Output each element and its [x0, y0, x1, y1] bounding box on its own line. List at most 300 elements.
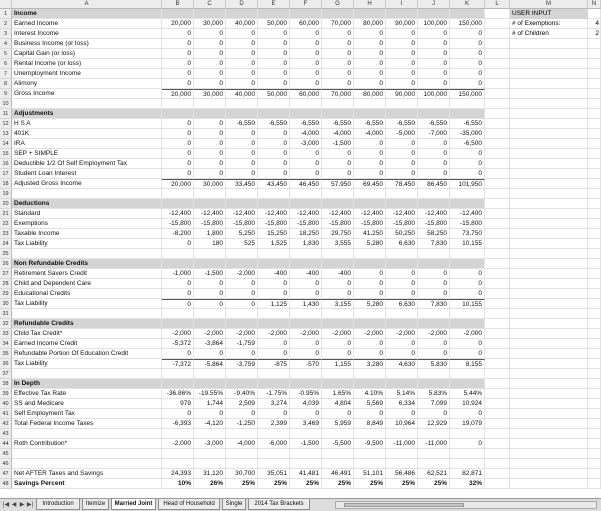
- cell-value[interactable]: -2,000: [290, 329, 322, 339]
- sheet-tab-head-of-household[interactable]: Head of Household: [158, 499, 220, 510]
- cell-empty[interactable]: [485, 239, 510, 249]
- cell-value[interactable]: 25%: [354, 479, 386, 489]
- cell-value[interactable]: 3,469: [290, 419, 322, 429]
- cell-empty[interactable]: [485, 29, 510, 39]
- cell-empty[interactable]: [510, 279, 588, 289]
- cell-value[interactable]: [322, 319, 354, 329]
- cell-value[interactable]: [418, 109, 450, 119]
- cell-value[interactable]: 0: [258, 149, 290, 159]
- cell-value[interactable]: [354, 109, 386, 119]
- cell-empty[interactable]: [510, 349, 588, 359]
- column-header-j[interactable]: J: [418, 0, 450, 9]
- cell-value[interactable]: [194, 249, 226, 259]
- cell-value[interactable]: [258, 199, 290, 209]
- cell-value[interactable]: [450, 379, 485, 389]
- cell-value[interactable]: 0: [290, 279, 322, 289]
- cell-value[interactable]: -15,800: [450, 219, 485, 229]
- cell-value[interactable]: [290, 379, 322, 389]
- cell-value[interactable]: 0: [322, 149, 354, 159]
- cell-empty[interactable]: [588, 189, 601, 199]
- cell-value[interactable]: [290, 99, 322, 109]
- cell-value[interactable]: 0: [194, 29, 226, 39]
- cell-value[interactable]: 0: [322, 59, 354, 69]
- cell-value[interactable]: [194, 189, 226, 199]
- cell-value[interactable]: 101,950: [450, 179, 485, 189]
- cell-value[interactable]: [450, 319, 485, 329]
- cell-empty[interactable]: [588, 119, 601, 129]
- row-number[interactable]: 22: [0, 219, 12, 229]
- cell-value[interactable]: 0: [162, 139, 194, 149]
- cell-value[interactable]: 0: [418, 29, 450, 39]
- cell-value[interactable]: -36.86%: [162, 389, 194, 399]
- cell-value[interactable]: [418, 319, 450, 329]
- cell-value[interactable]: -875: [258, 359, 290, 369]
- cell-empty[interactable]: [510, 389, 588, 399]
- prev-sheet-button[interactable]: ◀: [11, 502, 17, 508]
- cell-value[interactable]: 73,750: [450, 229, 485, 239]
- cell-empty[interactable]: [588, 39, 601, 49]
- cell-value[interactable]: 25%: [226, 479, 258, 489]
- cell-value[interactable]: 0: [226, 139, 258, 149]
- cell-value[interactable]: [194, 319, 226, 329]
- sheet-tab-married-joint[interactable]: Married Joint: [111, 499, 156, 510]
- cell-value[interactable]: 18,250: [290, 229, 322, 239]
- cell-value[interactable]: [354, 429, 386, 439]
- cell-value[interactable]: 0: [450, 169, 485, 179]
- cell-value[interactable]: 5,280: [354, 239, 386, 249]
- cell-value[interactable]: 0: [258, 29, 290, 39]
- cell-value[interactable]: [226, 319, 258, 329]
- cell-value[interactable]: 5.14%: [386, 389, 418, 399]
- cell-empty[interactable]: [588, 219, 601, 229]
- cell-value[interactable]: -6,550: [258, 119, 290, 129]
- cell-value[interactable]: 0: [354, 39, 386, 49]
- row-number[interactable]: 40: [0, 399, 12, 409]
- cell-value[interactable]: 0: [450, 439, 485, 449]
- cell-value[interactable]: 1,125: [258, 299, 290, 309]
- cell-value[interactable]: 1,744: [194, 399, 226, 409]
- cell-value[interactable]: -15,800: [258, 219, 290, 229]
- cell-value[interactable]: 0: [354, 69, 386, 79]
- cell-value[interactable]: [290, 109, 322, 119]
- cell-value[interactable]: [450, 369, 485, 379]
- cell-value[interactable]: -2,000: [354, 329, 386, 339]
- cell-value[interactable]: -12,400: [386, 209, 418, 219]
- cell-value[interactable]: 0: [290, 29, 322, 39]
- cell-value[interactable]: [226, 249, 258, 259]
- cell-value[interactable]: 5,569: [354, 399, 386, 409]
- cell-empty[interactable]: [588, 179, 601, 189]
- cell-value[interactable]: 41,250: [354, 229, 386, 239]
- cell-value[interactable]: 150,000: [450, 19, 485, 29]
- cell-value[interactable]: 30,000: [194, 179, 226, 189]
- cell-value[interactable]: [418, 379, 450, 389]
- cell-value[interactable]: -15,800: [354, 219, 386, 229]
- cell-value[interactable]: 0: [194, 139, 226, 149]
- cell-value[interactable]: [418, 429, 450, 439]
- cell-value[interactable]: 0: [290, 39, 322, 49]
- cell-value[interactable]: 0: [226, 349, 258, 359]
- cell-value[interactable]: 0: [258, 339, 290, 349]
- cell-value[interactable]: -400: [290, 269, 322, 279]
- row-number[interactable]: 16: [0, 159, 12, 169]
- cell-empty[interactable]: [510, 159, 588, 169]
- cell-value[interactable]: [258, 309, 290, 319]
- cell-value[interactable]: 0: [290, 149, 322, 159]
- cell-value[interactable]: [258, 449, 290, 459]
- cell-value[interactable]: -12,400: [226, 209, 258, 219]
- cell-value[interactable]: -7,000: [418, 129, 450, 139]
- cell-value[interactable]: 20,000: [162, 89, 194, 99]
- row-number[interactable]: 18: [0, 179, 12, 189]
- cell-empty[interactable]: [588, 369, 601, 379]
- row-number[interactable]: 2: [0, 19, 12, 29]
- cell-value[interactable]: 31,120: [194, 469, 226, 479]
- cell-value[interactable]: 0: [162, 149, 194, 159]
- cell-empty[interactable]: [510, 189, 588, 199]
- cell-value[interactable]: 4,039: [290, 399, 322, 409]
- cell-value[interactable]: [354, 459, 386, 469]
- cell-empty[interactable]: [588, 399, 601, 409]
- cell-empty[interactable]: [485, 69, 510, 79]
- cell-value[interactable]: 0: [258, 289, 290, 299]
- cell-empty[interactable]: [485, 449, 510, 459]
- cell-value[interactable]: [194, 429, 226, 439]
- cell-label[interactable]: 401K: [12, 129, 162, 139]
- cell-empty[interactable]: [510, 439, 588, 449]
- cell-value[interactable]: 0: [354, 409, 386, 419]
- cell-empty[interactable]: [485, 179, 510, 189]
- cell-value[interactable]: 0: [258, 49, 290, 59]
- cell-value[interactable]: 0: [194, 149, 226, 159]
- cell-value[interactable]: 5,830: [418, 359, 450, 369]
- exemptions-value[interactable]: 4: [595, 20, 599, 27]
- cell-value[interactable]: 5.44%: [450, 389, 485, 399]
- cell-value[interactable]: [386, 369, 418, 379]
- row-number[interactable]: 46: [0, 459, 12, 469]
- cell-value[interactable]: [290, 189, 322, 199]
- cell-empty[interactable]: [510, 379, 588, 389]
- cell-value[interactable]: 60,000: [290, 89, 322, 99]
- cell-value[interactable]: [450, 459, 485, 469]
- cell-value[interactable]: 25%: [258, 479, 290, 489]
- cell-label[interactable]: [12, 459, 162, 469]
- cell-value[interactable]: 0: [322, 279, 354, 289]
- cell-empty[interactable]: [588, 459, 601, 469]
- cell-empty[interactable]: [485, 279, 510, 289]
- cell-value[interactable]: 0: [226, 279, 258, 289]
- cell-value[interactable]: [194, 199, 226, 209]
- cell-empty[interactable]: [588, 59, 601, 69]
- cell-value[interactable]: 50,000: [258, 89, 290, 99]
- cell-value[interactable]: [258, 9, 290, 19]
- cell-value[interactable]: 0: [194, 349, 226, 359]
- cell-empty[interactable]: [485, 389, 510, 399]
- cell-value[interactable]: 0: [354, 149, 386, 159]
- cell-value[interactable]: -1,500: [322, 139, 354, 149]
- cell-empty[interactable]: [510, 339, 588, 349]
- cell-label[interactable]: Standard: [12, 209, 162, 219]
- cell-value[interactable]: 80,000: [354, 19, 386, 29]
- cell-value[interactable]: [322, 369, 354, 379]
- cell-label[interactable]: Income: [12, 9, 162, 19]
- cell-value[interactable]: 4,630: [386, 359, 418, 369]
- cell-value[interactable]: 0: [322, 289, 354, 299]
- cell-empty[interactable]: [588, 159, 601, 169]
- cell-label[interactable]: In Depth: [12, 379, 162, 389]
- cell-empty[interactable]: [485, 249, 510, 259]
- cell-value[interactable]: 10,924: [450, 399, 485, 409]
- cell-empty[interactable]: [588, 379, 601, 389]
- cell-value[interactable]: [194, 99, 226, 109]
- cell-empty[interactable]: [485, 479, 510, 489]
- cell-value[interactable]: [354, 449, 386, 459]
- cell-empty[interactable]: [510, 479, 588, 489]
- cell-empty[interactable]: [510, 109, 588, 119]
- cell-value[interactable]: 0: [194, 119, 226, 129]
- cell-value[interactable]: [322, 189, 354, 199]
- cell-value[interactable]: [162, 369, 194, 379]
- row-number[interactable]: 30: [0, 299, 12, 309]
- cell-value[interactable]: 0: [418, 409, 450, 419]
- cell-empty[interactable]: [510, 429, 588, 439]
- cell-empty[interactable]: [485, 129, 510, 139]
- cell-label[interactable]: Unemployment Income: [12, 69, 162, 79]
- cell-empty[interactable]: [485, 329, 510, 339]
- cell-empty[interactable]: [510, 459, 588, 469]
- cell-value[interactable]: 1,155: [322, 359, 354, 369]
- cell-value[interactable]: [194, 449, 226, 459]
- cell-value[interactable]: [322, 429, 354, 439]
- cell-empty[interactable]: [510, 289, 588, 299]
- cell-value[interactable]: [226, 429, 258, 439]
- cell-value[interactable]: -12,400: [322, 209, 354, 219]
- cell-value[interactable]: 0: [450, 159, 485, 169]
- cell-empty[interactable]: [588, 249, 601, 259]
- cell-label[interactable]: Effective Tax Rate: [12, 389, 162, 399]
- row-number[interactable]: 33: [0, 329, 12, 339]
- cell-value[interactable]: 0: [322, 159, 354, 169]
- cell-value[interactable]: 30,700: [226, 469, 258, 479]
- cell-value[interactable]: -6,550: [354, 119, 386, 129]
- cell-value[interactable]: 0: [290, 409, 322, 419]
- cell-value[interactable]: 0: [226, 289, 258, 299]
- cell-label[interactable]: Total Federal Income Taxes: [12, 419, 162, 429]
- cell-value[interactable]: 0: [162, 129, 194, 139]
- cell-value[interactable]: 7,099: [418, 399, 450, 409]
- cell-value[interactable]: -400: [322, 269, 354, 279]
- cell-empty[interactable]: [485, 189, 510, 199]
- cell-value[interactable]: [226, 189, 258, 199]
- sheet-tab-2014-tax-brackets[interactable]: 2014 Tax Brackets: [248, 499, 310, 510]
- first-sheet-button[interactable]: |◀: [2, 502, 10, 508]
- cell-value[interactable]: [258, 369, 290, 379]
- cell-value[interactable]: 32%: [450, 479, 485, 489]
- cell-label[interactable]: Tax Liability: [12, 239, 162, 249]
- cell-empty[interactable]: [510, 239, 588, 249]
- cell-label[interactable]: Educational Credits: [12, 289, 162, 299]
- cell-value[interactable]: 0: [258, 159, 290, 169]
- cell-value[interactable]: 70,000: [322, 19, 354, 29]
- cell-value[interactable]: 0: [386, 39, 418, 49]
- cell-value[interactable]: [258, 249, 290, 259]
- cell-value[interactable]: 7,830: [418, 299, 450, 309]
- next-sheet-button[interactable]: ▶: [19, 502, 25, 508]
- cell-value[interactable]: -11,000: [418, 439, 450, 449]
- cell-value[interactable]: 0: [162, 239, 194, 249]
- cell-value[interactable]: [258, 259, 290, 269]
- cell-value[interactable]: 0: [354, 29, 386, 39]
- cell-value[interactable]: 15,250: [258, 229, 290, 239]
- cell-label[interactable]: Savings Percent: [12, 479, 162, 489]
- cell-value[interactable]: -6,500: [450, 139, 485, 149]
- cell-value[interactable]: 0: [226, 39, 258, 49]
- cell-value[interactable]: -3,759: [226, 359, 258, 369]
- cell-label[interactable]: H S A: [12, 119, 162, 129]
- cell-empty[interactable]: [510, 119, 588, 129]
- cell-value[interactable]: [354, 249, 386, 259]
- cell-value[interactable]: 25%: [322, 479, 354, 489]
- cell-empty[interactable]: [588, 209, 601, 219]
- cell-value[interactable]: -1,500: [290, 439, 322, 449]
- column-header-k[interactable]: K: [450, 0, 485, 9]
- cell-value[interactable]: -2,000: [162, 439, 194, 449]
- row-number[interactable]: 23: [0, 229, 12, 239]
- cell-value[interactable]: 51,101: [354, 469, 386, 479]
- cell-value[interactable]: [322, 309, 354, 319]
- cell-empty[interactable]: [485, 39, 510, 49]
- cell-empty[interactable]: [485, 49, 510, 59]
- cell-value[interactable]: -1,500: [194, 269, 226, 279]
- cell-empty[interactable]: [510, 229, 588, 239]
- cell-empty[interactable]: [588, 269, 601, 279]
- cell-value[interactable]: 0: [162, 79, 194, 89]
- cell-label[interactable]: Self Employment Tax: [12, 409, 162, 419]
- cell-value[interactable]: 0: [194, 69, 226, 79]
- row-number[interactable]: 13: [0, 129, 12, 139]
- cell-value[interactable]: 0: [386, 69, 418, 79]
- row-number[interactable]: 45: [0, 449, 12, 459]
- cell-value[interactable]: 57,950: [322, 179, 354, 189]
- cell-empty[interactable]: [485, 339, 510, 349]
- cell-value[interactable]: 80,000: [354, 89, 386, 99]
- cell-value[interactable]: [290, 309, 322, 319]
- cell-value[interactable]: 30,000: [194, 19, 226, 29]
- cell-value[interactable]: 0: [386, 169, 418, 179]
- cell-value[interactable]: 0: [226, 49, 258, 59]
- cell-value[interactable]: 150,000: [450, 89, 485, 99]
- cell-value[interactable]: [354, 99, 386, 109]
- cell-value[interactable]: 0: [194, 289, 226, 299]
- cell-value[interactable]: [258, 109, 290, 119]
- cell-value[interactable]: 0: [322, 39, 354, 49]
- cell-label[interactable]: Tax Liability: [12, 359, 162, 369]
- cell-value[interactable]: [450, 249, 485, 259]
- cell-label[interactable]: Refundable Credits: [12, 319, 162, 329]
- cell-empty[interactable]: [485, 459, 510, 469]
- cell-value[interactable]: 2,509: [226, 399, 258, 409]
- cell-empty[interactable]: [588, 149, 601, 159]
- cell-empty[interactable]: [510, 69, 588, 79]
- cell-value[interactable]: 0: [258, 169, 290, 179]
- cell-value[interactable]: -6,550: [418, 119, 450, 129]
- row-number[interactable]: 11: [0, 109, 12, 119]
- cell-value[interactable]: 0: [322, 409, 354, 419]
- column-header-m[interactable]: M: [510, 0, 588, 9]
- cell-value[interactable]: [226, 99, 258, 109]
- cell-value[interactable]: 0: [162, 169, 194, 179]
- cell-value[interactable]: 1.65%: [322, 389, 354, 399]
- cell-value[interactable]: -19.55%: [194, 389, 226, 399]
- cell-value[interactable]: -2,000: [226, 269, 258, 279]
- cell-value[interactable]: -1.75%: [258, 389, 290, 399]
- cell-empty[interactable]: [485, 359, 510, 369]
- cell-value[interactable]: -7,372: [162, 359, 194, 369]
- cell-value[interactable]: 0: [386, 139, 418, 149]
- cell-value[interactable]: 0: [386, 149, 418, 159]
- cell-label[interactable]: [12, 449, 162, 459]
- cell-value[interactable]: [290, 249, 322, 259]
- cell-value[interactable]: 0: [450, 79, 485, 89]
- cell-value[interactable]: 0: [386, 79, 418, 89]
- cell-value[interactable]: -12,400: [450, 209, 485, 219]
- cell-value[interactable]: 0: [322, 339, 354, 349]
- row-number[interactable]: 28: [0, 279, 12, 289]
- cell-value[interactable]: 0: [290, 349, 322, 359]
- cell-empty[interactable]: [485, 119, 510, 129]
- last-sheet-button[interactable]: ▶|: [26, 502, 34, 508]
- cell-value[interactable]: 0: [418, 339, 450, 349]
- cell-value[interactable]: -15,800: [322, 219, 354, 229]
- cell-value[interactable]: 525: [226, 239, 258, 249]
- cell-value[interactable]: 0: [194, 59, 226, 69]
- cell-empty[interactable]: [588, 419, 601, 429]
- cell-empty[interactable]: [588, 169, 601, 179]
- cell-value[interactable]: 33,450: [226, 179, 258, 189]
- cell-empty[interactable]: [510, 369, 588, 379]
- cell-value[interactable]: [226, 379, 258, 389]
- cell-value[interactable]: 0: [386, 29, 418, 39]
- cell-value[interactable]: 25%: [418, 479, 450, 489]
- cell-empty[interactable]: [588, 429, 601, 439]
- cell-value[interactable]: [162, 309, 194, 319]
- row-number[interactable]: 7: [0, 69, 12, 79]
- cell-value[interactable]: -35,000: [450, 129, 485, 139]
- cell-value[interactable]: [162, 429, 194, 439]
- cell-value[interactable]: 0: [226, 159, 258, 169]
- cell-value[interactable]: 58,250: [418, 229, 450, 239]
- cell-label[interactable]: [12, 429, 162, 439]
- cell-empty[interactable]: [485, 209, 510, 219]
- cell-value[interactable]: -12,400: [194, 209, 226, 219]
- cell-value[interactable]: 0: [418, 149, 450, 159]
- cell-empty[interactable]: [485, 299, 510, 309]
- cell-empty[interactable]: [588, 79, 601, 89]
- cell-value[interactable]: 0: [450, 29, 485, 39]
- row-number[interactable]: 42: [0, 419, 12, 429]
- cell-value[interactable]: -2,000: [322, 329, 354, 339]
- row-number[interactable]: 48: [0, 479, 12, 489]
- cell-value[interactable]: 60,000: [290, 19, 322, 29]
- cell-value[interactable]: 0: [162, 349, 194, 359]
- cell-empty[interactable]: [588, 389, 601, 399]
- cell-label[interactable]: [12, 369, 162, 379]
- cell-value[interactable]: 0: [290, 69, 322, 79]
- cell-value[interactable]: [322, 99, 354, 109]
- cell-value[interactable]: [418, 459, 450, 469]
- cell-value[interactable]: 0: [386, 349, 418, 359]
- cell-value[interactable]: -1,000: [162, 269, 194, 279]
